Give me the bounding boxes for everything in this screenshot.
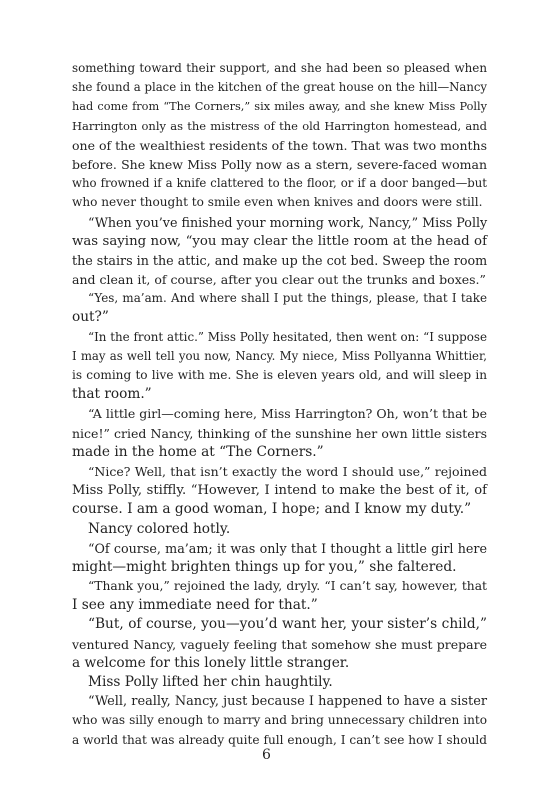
text-line: Nancy colored hotly. — [88, 520, 231, 537]
text-line: made in the home at “The Corners.” — [72, 443, 324, 460]
text-line: before. She knew Miss Polly now as a stern, severe-faced woman — [72, 156, 487, 172]
text-line: is coming to live with me. She is eleven years old, and will sleep in — [72, 368, 487, 382]
text-line: that room.” — [72, 386, 152, 403]
text-line: “Of course, ma’am; it was only that I thought a little girl here — [88, 540, 487, 556]
text-line: who was silly enough to marry and bring unnecessary children into — [72, 713, 487, 728]
text-line: and clean it, of course, after you clear out the trunks and boxes.” — [72, 272, 486, 288]
text-line: one of the wealthiest residents of the town. That was two months — [72, 137, 487, 153]
text-line: “Yes, ma’am. And where shall I put the things, please, that I take — [88, 291, 487, 306]
text-line: something toward their support, and she had been so pleased when — [72, 61, 487, 75]
text-line: who never thought to smile even when knives and doors were still. — [72, 195, 483, 210]
text-line: “Nice? Well, that isn’t exactly the word I should use,” rejoined — [88, 463, 487, 479]
text-line: a welcome for this lonely little stranger. — [72, 654, 350, 671]
text-line: “When you’ve finished your morning work, Nancy,” Miss Polly — [88, 214, 488, 230]
text-line: had come from “The Corners,” six miles away, and she knew Miss Polly — [72, 100, 487, 114]
text-line: “In the front attic.” Miss Polly hesitated, then went on: “I suppose — [88, 329, 487, 344]
text-line: course. I am a good woman, I hope; and I know my duty.” — [72, 501, 472, 518]
text-line: “A little girl—coming here, Miss Harrington? Oh, won’t that be — [88, 406, 487, 422]
text-line: nice!” cried Nancy, thinking of the sunshine her own little sisters — [72, 425, 487, 441]
text-line: might—might brighten things up for you,” she faltered. — [72, 558, 457, 575]
text-line: who frowned if a knife clattered to the floor, or if a door banged—but — [72, 176, 487, 191]
text-line: she found a place in the kitchen of the great house on the hill—Nancy — [72, 80, 487, 95]
text-line: “Well, really, Nancy, just because I happened to have a sister — [88, 694, 487, 710]
page-body — [72, 59, 487, 750]
page-number: 6 — [262, 747, 271, 763]
text-line: a world that was already quite full enough, I can’t see how I should — [72, 732, 487, 747]
text-line: ventured Nancy, vaguely feeling that somehow she must prepare — [72, 636, 487, 652]
text-line: Harrington only as the mistress of the old Harrington homestead, and — [72, 118, 487, 133]
text-line: Miss Polly lifted her chin haughtily. — [88, 674, 333, 690]
text-line: “Thank you,” rejoined the lady, dryly. “I can’t say, however, that — [88, 579, 487, 594]
text-line: out?” — [72, 309, 109, 326]
text-line: I see any immediate need for that.” — [72, 597, 318, 614]
text-line: “But, of course, you—you’d want her, your sister’s child,” — [88, 616, 487, 633]
text-line: the stairs in the attic, and make up the cot bed. Sweep the room — [72, 252, 488, 268]
text-line: Miss Polly, stiffly. “However, I intend to make the best of it, of — [72, 483, 487, 499]
text-line: was saying now, “you may clear the little room at the head of — [72, 233, 487, 249]
text-line: I may as well tell you now, Nancy. My niece, Miss Pollyanna Whittier, — [72, 348, 487, 363]
